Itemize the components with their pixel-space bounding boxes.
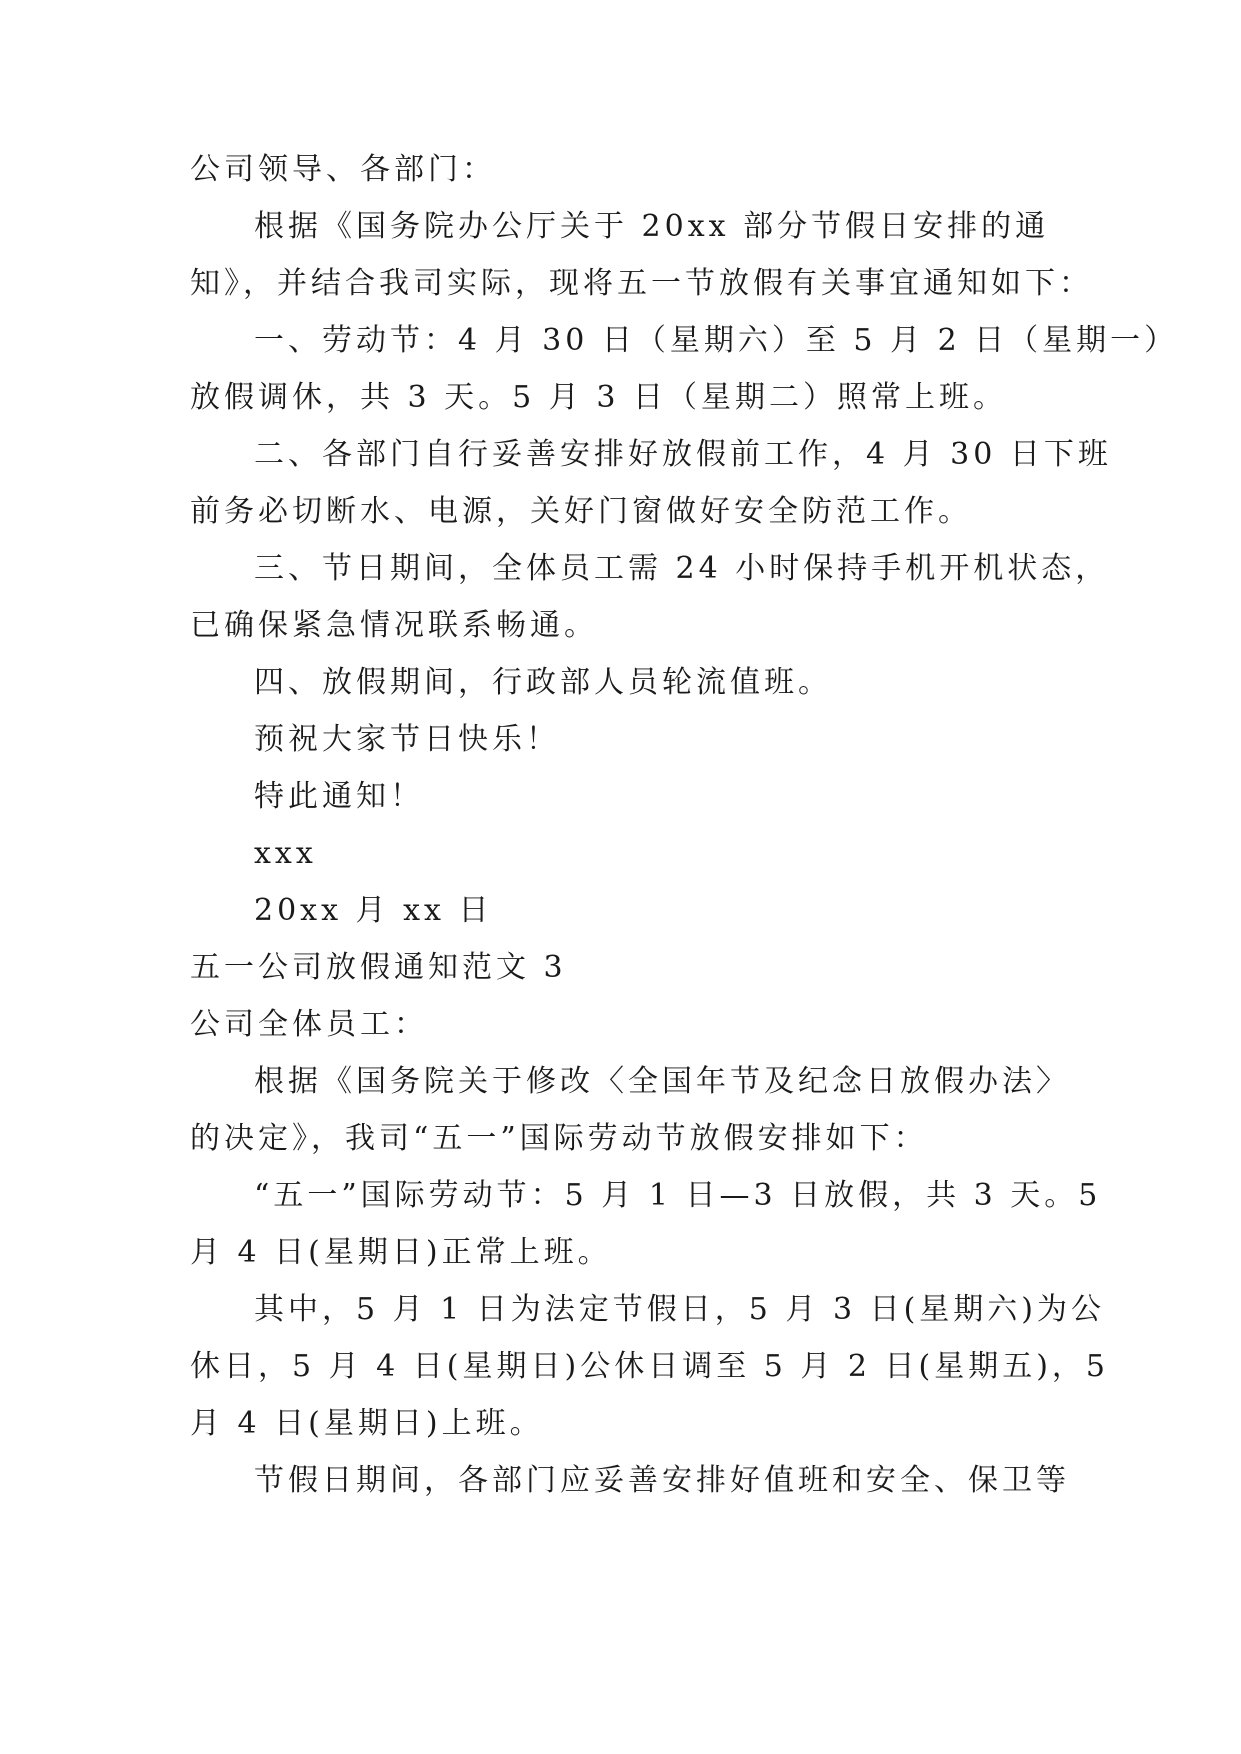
paragraph-line: 知》，并结合我司实际，现将五一节放假有关事宜通知如下： — [190, 266, 1093, 301]
salutation-line: 公司全体员工： — [190, 1007, 428, 1042]
paragraph-line: 前务必切断水、电源，关好门窗做好安全防范工作。 — [190, 494, 972, 529]
salutation-line: 公司领导、各部门： — [190, 152, 496, 187]
paragraph-line: 根据《国务院办公厅关于 20xx 部分节假日安排的通 — [254, 209, 1050, 244]
paragraph-line: 预祝大家节日快乐！ — [254, 722, 560, 757]
paragraph-line: 二、各部门自行妥善安排好放假前工作，4 月 30 日下班 — [254, 437, 1112, 472]
paragraph-line: 三、节日期间，全体员工需 24 小时保持手机开机状态， — [254, 551, 1110, 586]
paragraph-line: 一、劳动节：4 月 30 日（星期六）至 5 月 2 日（星期一） — [254, 323, 1179, 358]
paragraph-line: 的决定》，我司“五一”国际劳动节放假安排如下： — [190, 1121, 928, 1156]
paragraph-line: 四、放假期间，行政部人员轮流值班。 — [254, 665, 832, 700]
paragraph-line: 放假调休，共 3 天。5 月 3 日（星期二）照常上班。 — [190, 380, 1007, 415]
paragraph-line: 月 4 日(星期日)上班。 — [190, 1406, 544, 1441]
paragraph-line: 特此通知！ — [254, 779, 424, 814]
signature-line: xxx — [254, 836, 317, 871]
section-title: 五一公司放假通知范文 3 — [190, 950, 567, 985]
date-line: 20xx 月 xx 日 — [254, 893, 493, 928]
paragraph-line: 月 4 日(星期日)正常上班。 — [190, 1235, 612, 1270]
paragraph-line: 根据《国务院关于修改〈全国年节及纪念日放假办法〉 — [254, 1064, 1070, 1099]
paragraph-line: 休日，5 月 4 日(星期日)公休日调至 5 月 2 日(星期五)，5 — [190, 1349, 1110, 1384]
paragraph-line: “五一”国际劳动节：5 月 1 日—3 日放假，共 3 天。5 — [254, 1178, 1102, 1213]
paragraph-line: 节假日期间，各部门应妥善安排好值班和安全、保卫等 — [254, 1463, 1070, 1498]
paragraph-line: 其中，5 月 1 日为法定节假日，5 月 3 日(星期六)为公 — [254, 1292, 1105, 1327]
paragraph-line: 已确保紧急情况联系畅通。 — [190, 608, 598, 643]
